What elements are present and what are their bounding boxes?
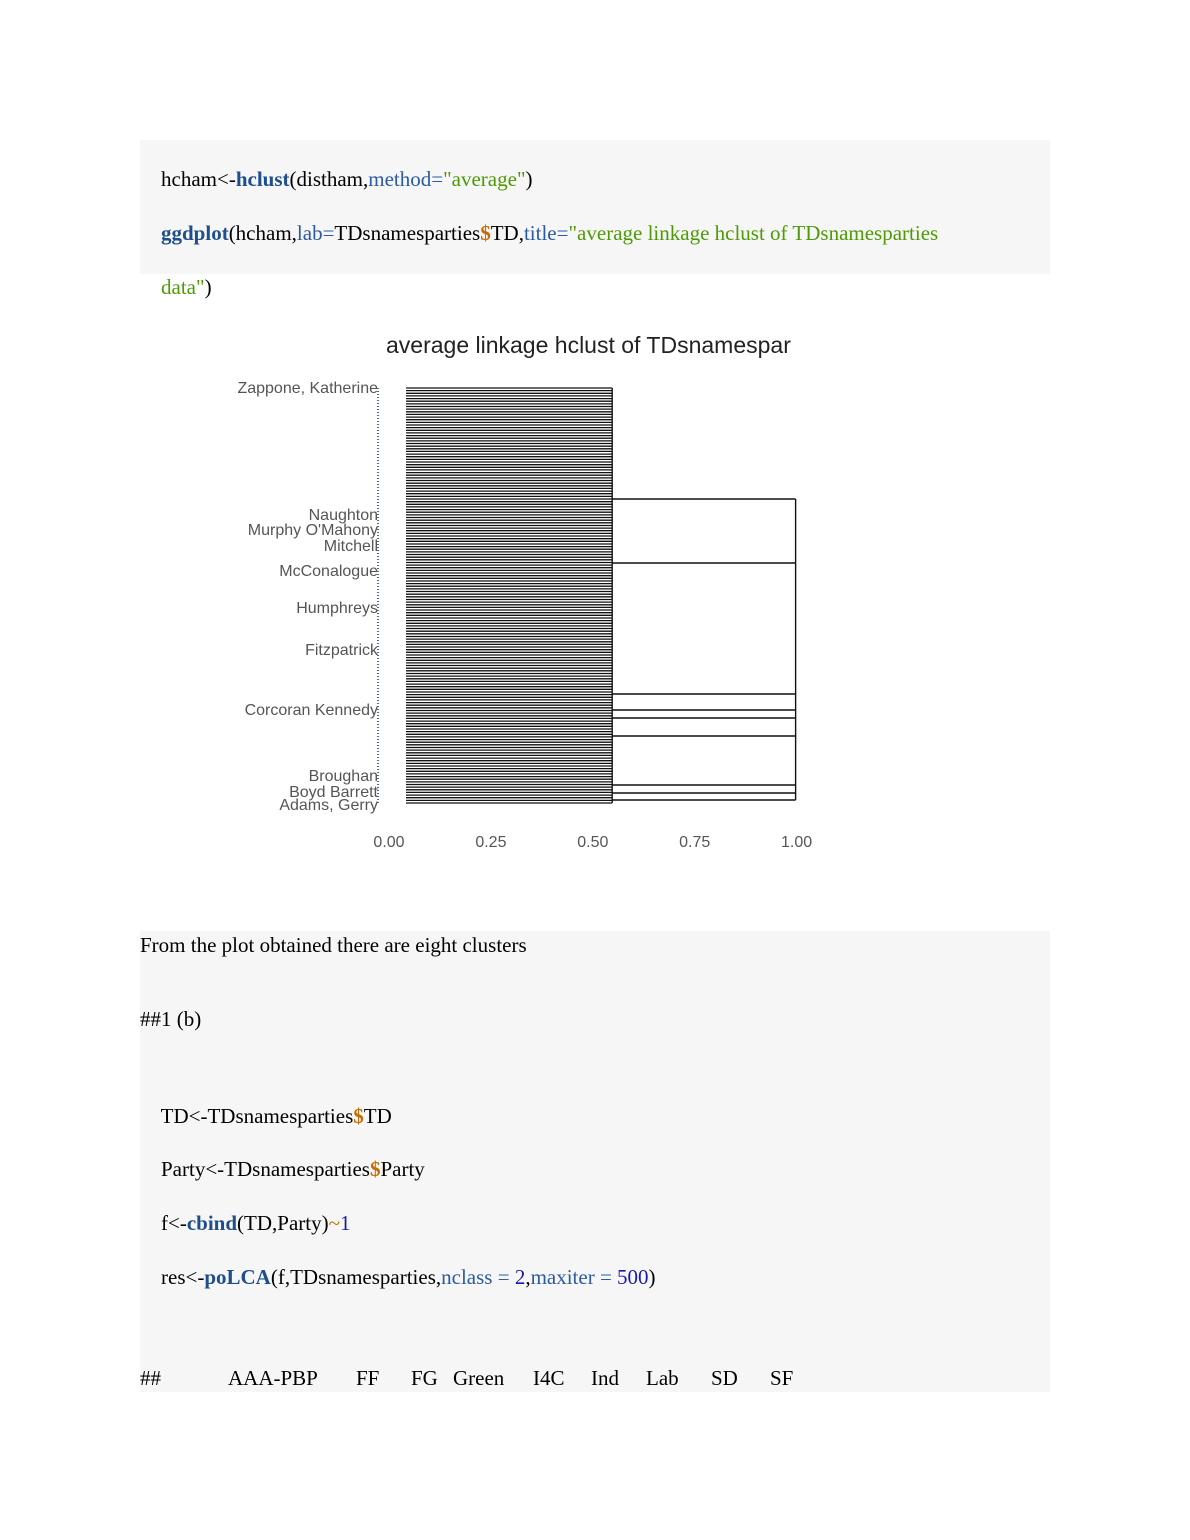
output-col-4: I4C — [533, 1366, 565, 1390]
leaf-label: Boyd Barrett — [289, 784, 378, 801]
code-line-ggdplot: ggdplot(hcham,lab=TDsnamesparties$TD,title="average linkage hclust of TDsnamesparties — [161, 221, 939, 245]
leaf-label: McConalogue — [279, 563, 378, 580]
leaf-label: Murphy O'Mahony — [247, 522, 378, 539]
code-line-party: Party<-TDsnamesparties$Party — [161, 1157, 425, 1181]
x-tick-label: 1.00 — [781, 834, 813, 851]
output-col-8: SF — [770, 1366, 794, 1390]
function-polca: poLCA — [204, 1265, 271, 1289]
x-tick-label: 0.00 — [373, 834, 405, 851]
text-eight-clusters: From the plot obtained there are eight clusters — [140, 933, 527, 957]
leaf-label: Naughton — [308, 507, 378, 524]
output-col-7: SD — [711, 1366, 738, 1390]
output-col-5: Ind — [591, 1366, 619, 1390]
x-tick-label: 0.50 — [577, 834, 609, 851]
code-line-ggdplot-cont: data") — [161, 275, 212, 299]
code-line-cbind: f<-cbind(TD,Party)~1 — [161, 1211, 351, 1235]
leaf-label: Broughan — [308, 768, 378, 785]
output-col-1: FF — [356, 1366, 380, 1390]
leaf-label: Humphreys — [296, 600, 378, 617]
code-block-polca — [140, 931, 1050, 1392]
code-line-hclust: hcham<-hclust(distham,method="average") — [161, 167, 533, 191]
leaf-labels — [237, 380, 379, 814]
output-col-3: Green — [453, 1366, 505, 1390]
leaf-label: Mitchell — [323, 538, 378, 555]
code-line-td: TD<-TDsnamesparties$TD — [160, 1104, 392, 1128]
output-col-6: Lab — [646, 1366, 679, 1390]
leaf-lines — [378, 388, 612, 803]
function-cbind: cbind — [186, 1211, 238, 1235]
leaf-label: Corcoran Kennedy — [244, 702, 378, 719]
output-prefix: ## — [140, 1366, 161, 1390]
leaf-label: Zappone, Katherine — [237, 380, 378, 397]
x-axis-ticks — [373, 834, 812, 851]
x-tick-label: 0.75 — [679, 834, 711, 851]
dendrogram-plot — [140, 315, 860, 870]
function-hclust: hclust — [235, 167, 290, 191]
code-block-hclust — [140, 140, 1050, 299]
output-col-2: FG — [411, 1366, 438, 1390]
plot-title: average linkage hclust of TDsnamespar — [386, 332, 791, 358]
section-heading: ##1 (b) — [140, 1007, 202, 1031]
merge-lines — [612, 388, 795, 803]
function-ggdplot: ggdplot — [161, 221, 229, 245]
leaf-label: Adams, Gerry — [279, 797, 378, 814]
code-line-polca: res<-poLCA(f,TDsnamesparties,nclass = 2,maxiter = 500) — [161, 1265, 656, 1289]
leaf-label: Fitzpatrick — [305, 642, 378, 659]
x-tick-label: 0.25 — [475, 834, 507, 851]
output-col-0: AAA-PBP — [228, 1366, 318, 1390]
